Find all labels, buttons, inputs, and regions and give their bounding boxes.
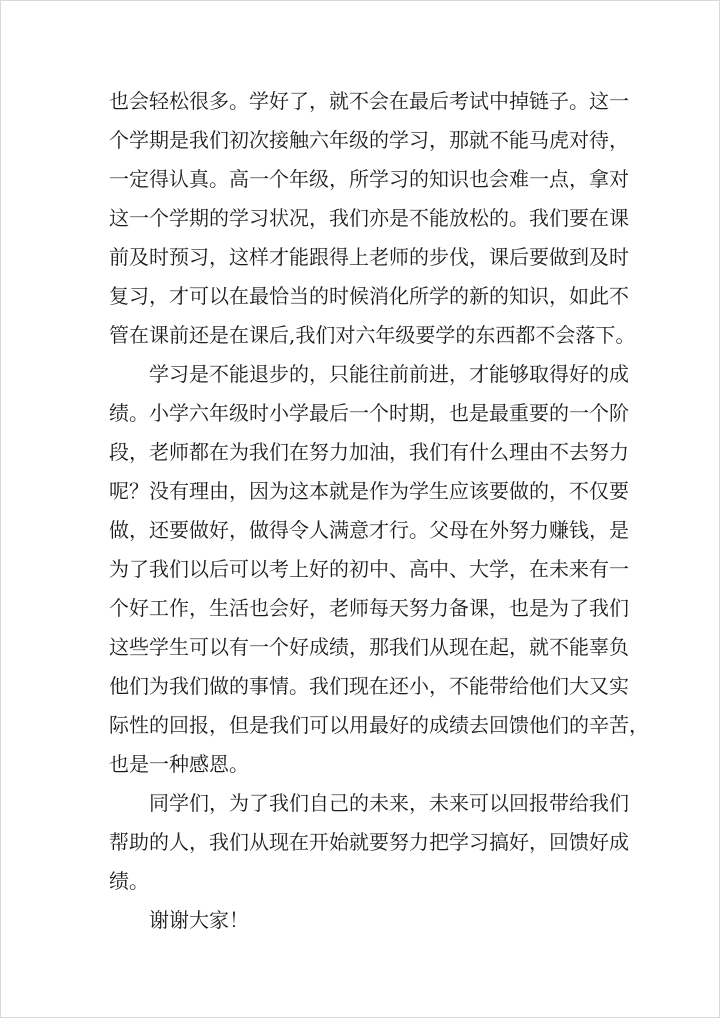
paragraph-4 (109, 901, 613, 940)
text-line: 这些学生可以有一个好成绩，那我们从现在起，就不能辜负 (109, 635, 629, 659)
text-line: 际性的回报，但是我们可以用最好的成绩去回馈他们的辛苦， (109, 713, 649, 737)
text-line: 为了我们以后可以考上好的初中、高中、大学，在未来有一 (109, 557, 629, 581)
text-line: 帮助的人，我们从现在开始就要努力把学习搞好，回馈好成 (109, 830, 629, 854)
text-line: 呢？没有理由，因为这本就是作为学生应该要做的，不仅要 (109, 479, 629, 503)
text-line: 绩。小学六年级时小学最后一个时期，也是最重要的一个阶 (109, 401, 629, 425)
text-line: 绩。 (109, 869, 149, 893)
text-line: 学习是不能退步的，只能往前前进，才能够取得好的成 (149, 362, 629, 386)
paragraph-3 (109, 784, 629, 901)
text-line: 一定得认真。高一个年级，所学习的知识也会难一点，拿对 (109, 167, 629, 191)
closing-line: 谢谢大家！ (149, 908, 249, 932)
text-line: 也是一种感恩。 (109, 752, 249, 776)
text-line: 个好工作，生活也会好，老师每天努力备课，也是为了我们 (109, 596, 629, 620)
text-line: 做，还要做好，做得令人满意才行。父母在外努力赚钱，是 (109, 518, 629, 542)
text-line: 管在课前还是在课后,我们对六年级要学的东西都不会落下。 (109, 323, 636, 347)
text-line: 这一个学期的学习状况，我们亦是不能放松的。我们要在课 (109, 206, 629, 230)
paragraph-2 (109, 355, 649, 784)
text-line: 个学期是我们初次接触六年级的学习，那就不能马虎对待， (109, 128, 629, 152)
text-line: 前及时预习，这样才能跟得上老师的步伐，课后要做到及时 (109, 245, 629, 269)
text-line: 同学们，为了我们自己的未来，未来可以回报带给我们 (149, 791, 629, 815)
paragraph-1 (109, 82, 636, 355)
document-body (109, 82, 649, 940)
text-line: 段，老师都在为我们在努力加油，我们有什么理由不去努力 (109, 440, 629, 464)
text-line: 他们为我们做的事情。我们现在还小，不能带给他们大又实 (109, 674, 629, 698)
text-line: 也会轻松很多。学好了，就不会在最后考试中掉链子。这一 (109, 89, 629, 113)
text-line: 复习，才可以在最恰当的时候消化所学的新的知识，如此不 (109, 284, 629, 308)
